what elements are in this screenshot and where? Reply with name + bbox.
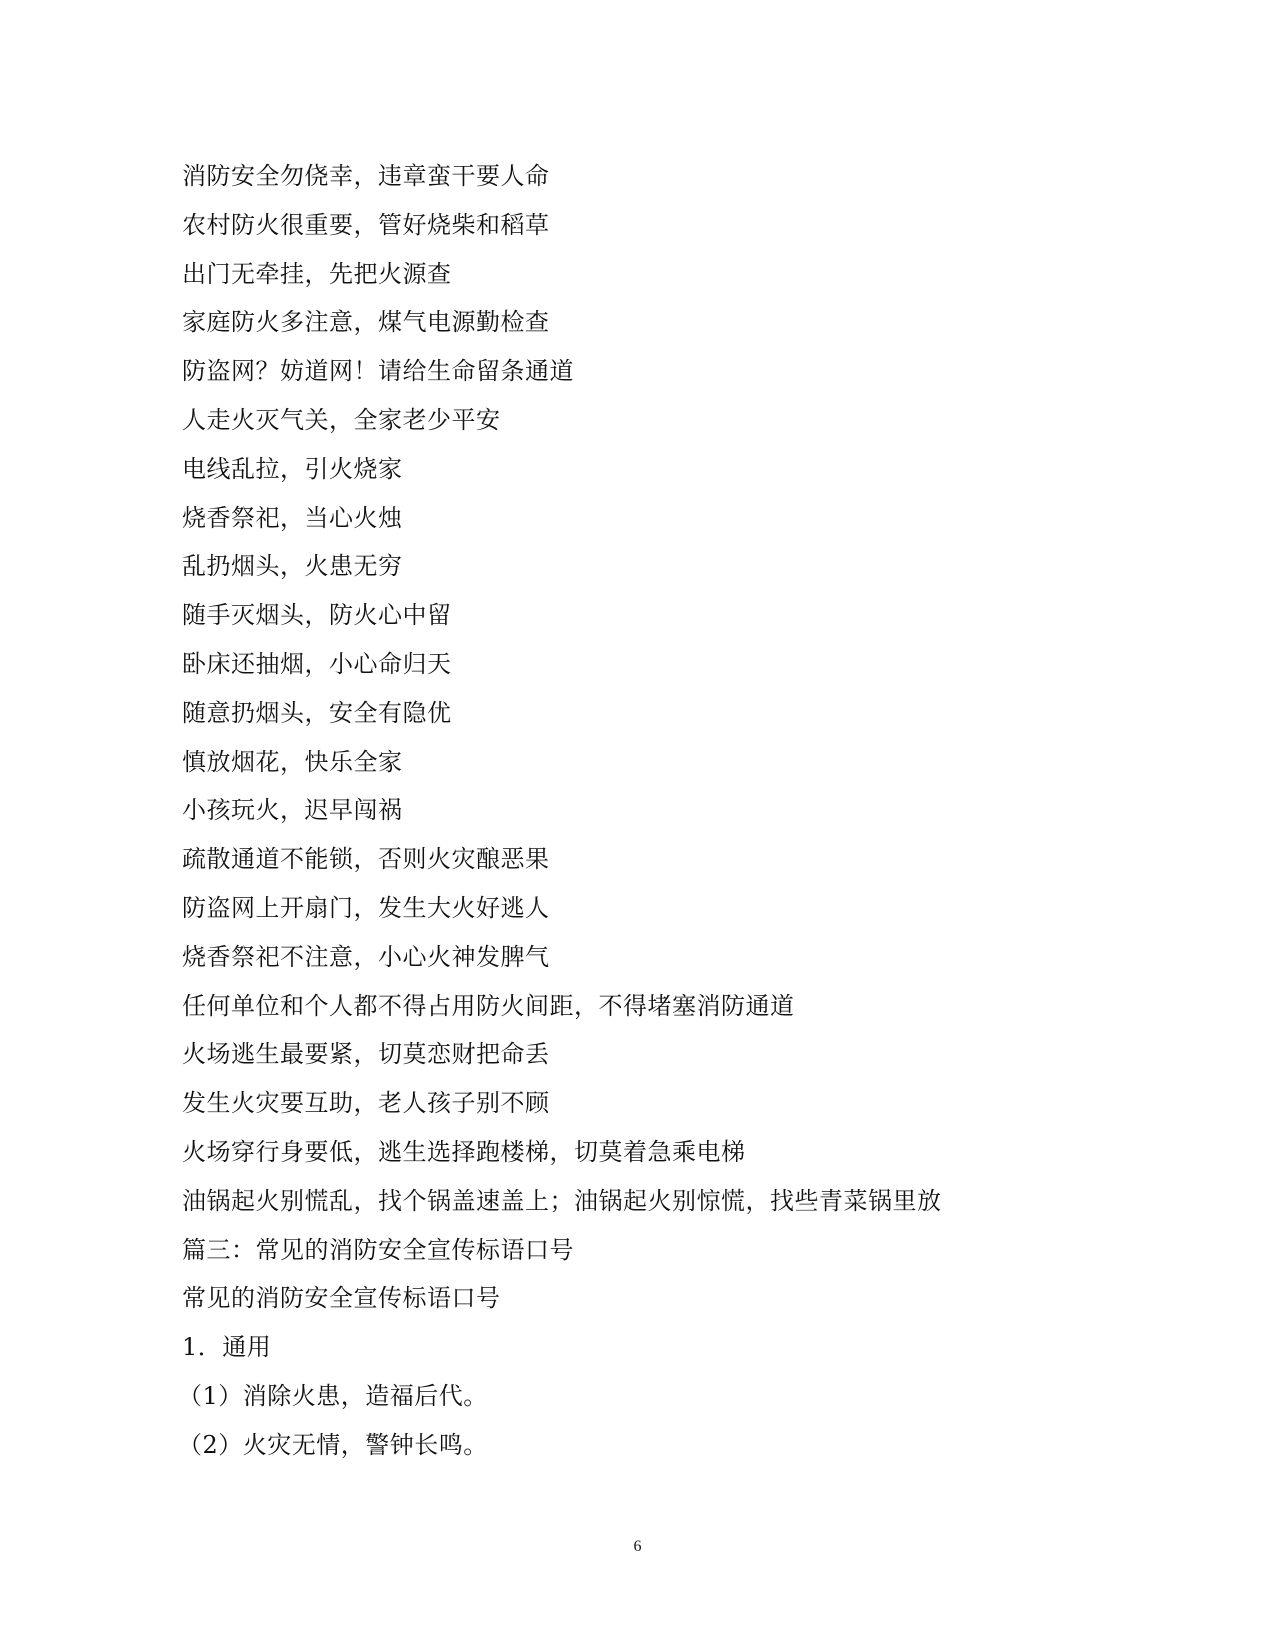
text-line: 发生火灾要互助，老人孩子别不顾	[182, 1089, 550, 1118]
text-line: 慎放烟花，快乐全家	[182, 747, 403, 776]
text-line: 任何单位和个人都不得占用防火间距，不得堵塞消防通道	[182, 991, 795, 1020]
section-heading: 篇三：常见的消防安全宣传标语口号	[182, 1235, 574, 1264]
text-line: 乱扔烟头，火患无穷	[182, 552, 403, 581]
text-line: 烧香祭祀不注意，小心火神发脾气	[182, 942, 550, 971]
text-line: 电线乱拉，引火烧家	[182, 454, 403, 483]
list-item: （1）消除火患，造福后代。	[178, 1381, 488, 1410]
section-title: 常见的消防安全宣传标语口号	[182, 1284, 501, 1313]
text-line: 疏散通道不能锁，否则火灾酿恶果	[182, 845, 550, 874]
text-line: 家庭防火多注意，煤气电源勤检查	[182, 308, 550, 337]
text-line: 随手灭烟头，防火心中留	[182, 601, 452, 630]
text-line: 随意扔烟头，安全有隐优	[182, 698, 452, 727]
text-line: 农村防火很重要，管好烧柴和稻草	[182, 210, 550, 239]
text-line: 出门无牵挂，先把火源查	[182, 259, 452, 288]
text-line: 小孩玩火，迟早闯祸	[182, 796, 403, 825]
text-line: 消防安全勿侥幸，违章蛮干要人命	[182, 162, 550, 190]
text-line: 火场逃生最要紧，切莫恋财把命丢	[182, 1040, 550, 1069]
list-item: （2）火灾无情，警钟长鸣。	[178, 1430, 488, 1459]
text-line: 防盗网？妨道网！请给生命留条通道	[182, 357, 574, 386]
text-line: 油锅起火别慌乱，找个锅盖速盖上；油锅起火别惊慌，找些青菜锅里放	[182, 1186, 942, 1215]
list-heading: 1．通用	[182, 1333, 272, 1362]
text-line: 烧香祭祀，当心火烛	[182, 503, 403, 532]
text-line: 防盗网上开扇门，发生大火好逃人	[182, 893, 550, 922]
text-line: 卧床还抽烟，小心命归天	[182, 649, 452, 678]
document-body	[178, 152, 1182, 1470]
page-number: 6	[633, 1538, 642, 1555]
text-line: 火场穿行身要低，逃生选择跑楼梯，切莫着急乘电梯	[182, 1137, 746, 1166]
text-line: 人走火灭气关，全家老少平安	[182, 405, 501, 434]
